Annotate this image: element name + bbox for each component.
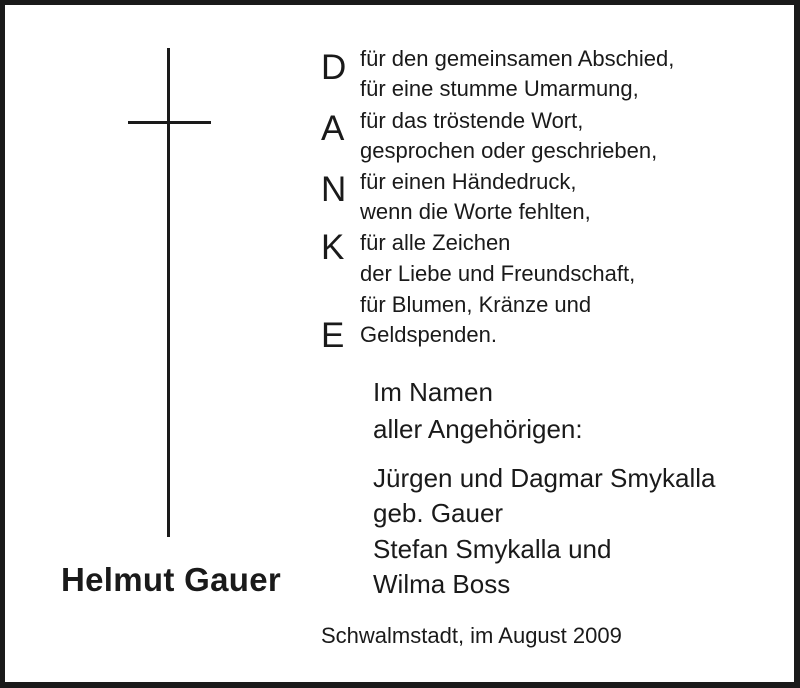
thanks-line: für das tröstende Wort, — [360, 108, 584, 133]
thanks-line: gesprochen oder geschrieben, — [360, 138, 658, 163]
thanks-line: der Liebe und Freundschaft, — [360, 261, 636, 286]
danke-letter-a: A — [321, 109, 345, 148]
thanks-line: Geldspenden. — [360, 322, 497, 347]
thanks-line: für Blumen, Kränze und — [360, 292, 592, 317]
thanks-line: für eine stumme Umarmung, — [360, 76, 639, 101]
on-behalf-line: Im Namen — [373, 377, 493, 407]
thanks-line: wenn die Worte fehlten, — [360, 199, 591, 224]
cross-symbol-horizontal — [128, 121, 211, 124]
danke-letter-n: N — [321, 170, 347, 209]
family-name-line: Stefan Smykalla und — [373, 534, 612, 564]
family-name-line: Jürgen und Dagmar Smykalla — [373, 463, 716, 493]
thanks-line: für einen Händedruck, — [360, 169, 577, 194]
place-date: Schwalmstadt, im August 2009 — [321, 623, 622, 648]
deceased-name: Helmut Gauer — [61, 561, 281, 598]
danke-letter-d: D — [321, 48, 347, 87]
on-behalf-line: aller Angehörigen: — [373, 414, 583, 444]
family-name-line: geb. Gauer — [373, 498, 504, 528]
danke-letter-k: K — [321, 228, 345, 267]
thanks-line: für den gemeinsamen Abschied, — [360, 46, 675, 71]
family-name-line: Wilma Boss — [373, 569, 511, 599]
thanks-line: für alle Zeichen — [360, 230, 511, 255]
danke-letter-e: E — [321, 316, 345, 355]
